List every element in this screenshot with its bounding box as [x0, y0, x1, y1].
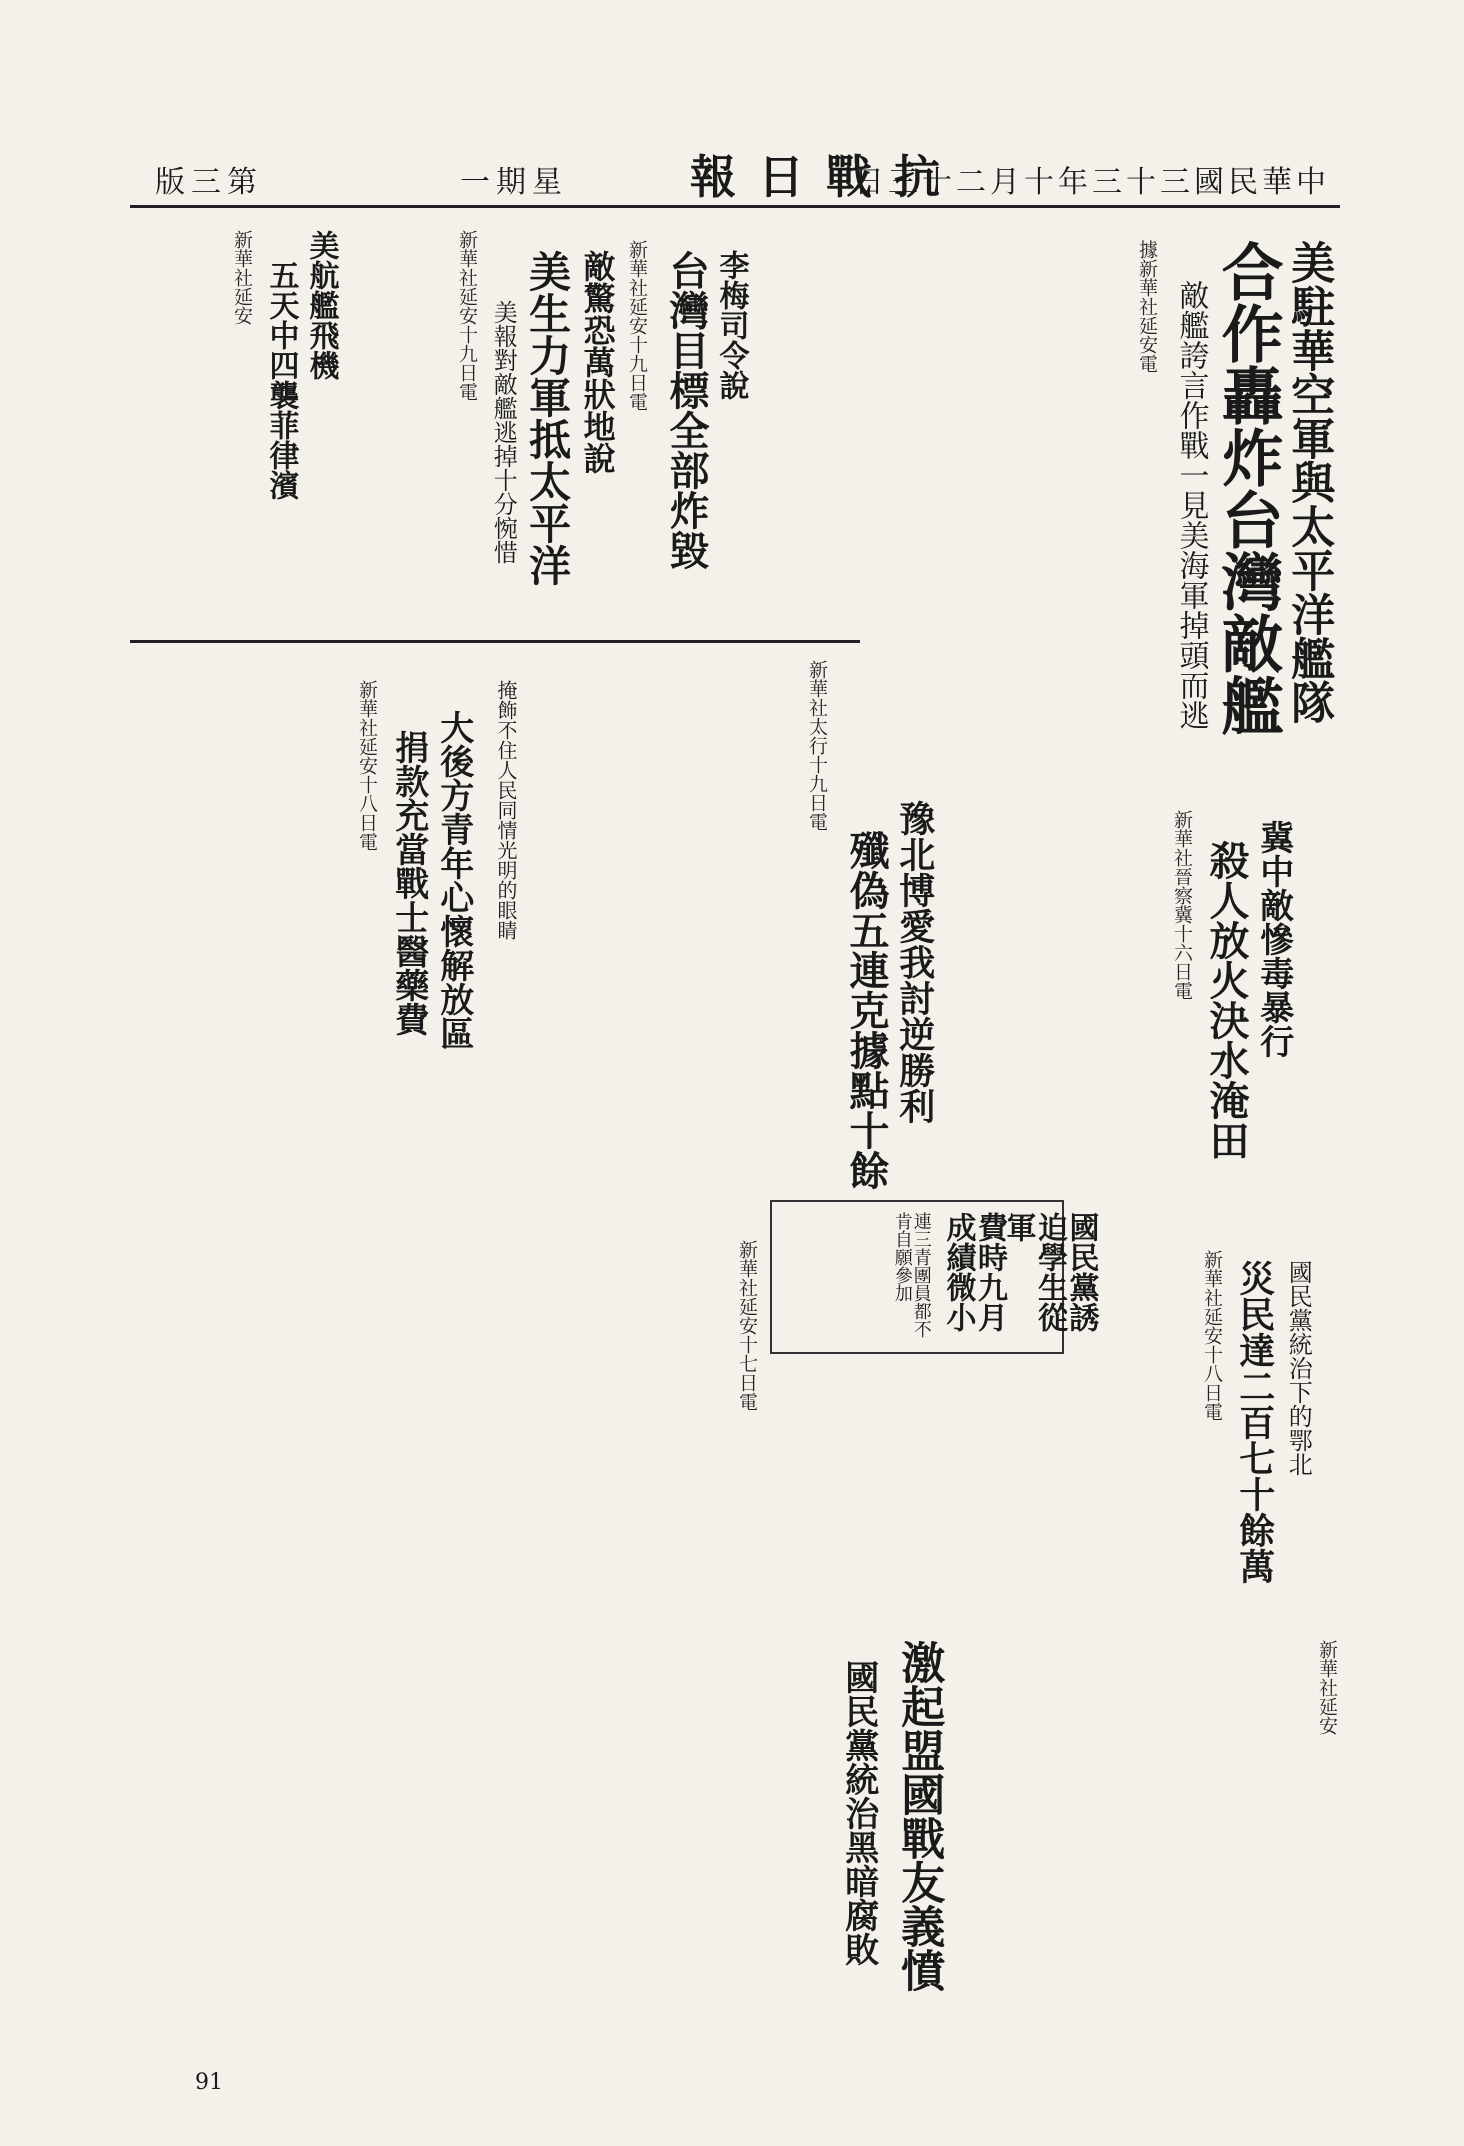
- taiwan-kicker: 李梅司令說: [713, 250, 749, 400]
- main-headline-2: 合作轟炸台灣敵艦: [1211, 240, 1285, 736]
- rear-headline-1: 大後方青年心懷解放區: [433, 710, 474, 1050]
- atrocity-headline-2: 殺人放火決水淹田: [1203, 840, 1250, 1160]
- main-subhead: 敵艦誇言作戰一見美海軍掉頭而逃: [1173, 280, 1209, 730]
- rear-headline-2: 捐款充當戰士醫藥費: [388, 730, 429, 1036]
- page-label: 版三第: [155, 165, 263, 200]
- pacific-body: 新華社延安十九日電: [456, 230, 478, 401]
- taiwan-headline: 台灣目標全部炸毀: [663, 250, 710, 570]
- ally-headline-2: 國民黨統治黑暗腐敗: [838, 1660, 879, 1966]
- pacific-kicker: 敵驚恐萬狀地說: [578, 250, 617, 474]
- henan-headline-2: 殲偽五連克據點十餘: [843, 830, 890, 1190]
- navy-body: 新華社延安: [231, 230, 253, 325]
- disaster-kicker: 國民黨統治下的鄂北: [1284, 1260, 1313, 1476]
- main-headline-1: 美駐華空軍與太平洋艦隊: [1283, 240, 1335, 724]
- page-number: 91: [195, 2070, 223, 2095]
- taiwan-body: 新華社延安十九日電: [626, 240, 648, 411]
- atrocity-body: 新華社晉察冀十六日電: [1171, 810, 1193, 1000]
- main-body: 據新華社延安電: [1136, 240, 1158, 373]
- masthead: [130, 135, 1340, 205]
- pacific-subhead: 美報對敵艦逃掉十分惋惜: [489, 300, 518, 564]
- students-note: 連三青團員都不肯自願參加: [891, 1212, 932, 1338]
- rear-body: 新華社延安十八日電: [356, 680, 378, 851]
- ally-body: 新華社延安: [1316, 1640, 1338, 1735]
- students-headline-box: [770, 1200, 1099, 1354]
- section-rule: [130, 640, 860, 643]
- issue-weekday: 一期星: [460, 165, 568, 200]
- atrocity-headline-1: 冀中敵慘毒暴行: [1253, 820, 1294, 1058]
- navy-headline: 美航艦飛機: [303, 230, 339, 380]
- henan-headline-1: 豫北博愛我討逆勝利: [893, 800, 936, 1124]
- issue-date: 日三十二月十年三十三國民華中: [854, 165, 1330, 200]
- ally-headline-1: 激起盟國戰友義憤: [893, 1640, 945, 1992]
- students-body: 新華社延安十七日電: [736, 1240, 758, 1411]
- rear-note: 掩飾不住人民同情光明的眼睛: [494, 680, 518, 940]
- disaster-headline: 災民達二百七十餘萬: [1233, 1260, 1276, 1584]
- navy-subhead: 五天中四襲菲律濱: [263, 260, 299, 500]
- students-headline-1: 國民黨誘迫學生從軍: [1000, 1212, 1099, 1332]
- disaster-body: 新華社延安十八日電: [1201, 1250, 1223, 1421]
- henan-body: 新華社太行十九日電: [806, 660, 828, 831]
- students-headline-2: 費時九月成績微小: [940, 1212, 1007, 1332]
- masthead-rule: [130, 205, 1340, 208]
- pacific-headline: 美生力軍抵太平洋: [523, 250, 573, 586]
- newspaper-title: 報日戰抗: [690, 150, 962, 204]
